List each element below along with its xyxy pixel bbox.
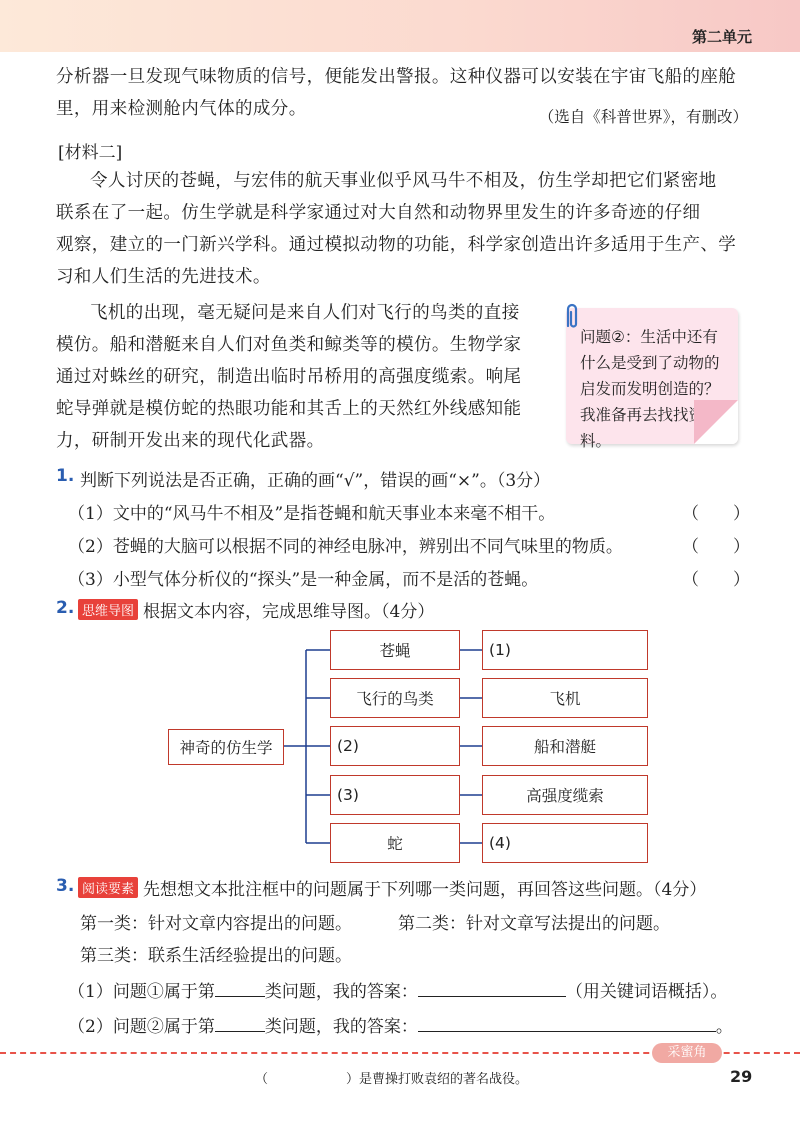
question-number: 1.: [56, 466, 75, 486]
sub-question-text: （用关键词语概括）。: [565, 982, 728, 1002]
sub-question-text: （1）问题①属于第: [68, 982, 215, 1002]
sub-question-text: 类问题，我的答案：: [264, 1017, 418, 1037]
question-item: （2）苍蝇的大脑可以根据不同的神经电脉冲，辨别出不同气味里的物质。: [68, 537, 623, 557]
answer-paren[interactable]: （ ）: [682, 537, 750, 557]
mindmap-answer-slot[interactable]: (3): [330, 775, 460, 815]
text-line: 联系在了一起。仿生学就是科学家通过对大自然和动物界里发生的许多奇迹的仔细: [56, 203, 701, 223]
type-description: 第三类：联系生活经验提出的问题。: [80, 946, 352, 966]
material-label: [材料二]: [58, 143, 123, 163]
mindmap-invention: 高强度缆索: [482, 775, 648, 815]
question-item: （3）小型气体分析仪的“探头”是一种金属，而不是活的苍蝇。: [68, 570, 539, 590]
mindmap-animal: 飞行的鸟类: [330, 678, 460, 718]
question-stem: [78, 875, 706, 900]
mindmap-answer-slot[interactable]: (4): [482, 823, 648, 863]
question-number: 3.: [56, 876, 75, 896]
page-number: 29: [730, 1067, 753, 1086]
question-item: （1）文中的“风马牛不相及”是指苍蝇和航天事业本来毫不相干。: [68, 504, 556, 524]
text-line: 蛇导弹就是模仿蛇的热眼功能和其舌上的天然红外线感知能: [56, 399, 522, 419]
text-line: 通过对蛛丝的研究，制造出临时吊桥用的高强度缆索。响尾: [56, 367, 522, 387]
reading-tag: 阅读要素: [78, 877, 138, 898]
text-line: 模仿。船和潜艇来自人们对鱼类和鲸类等的模仿。生物学家: [56, 335, 522, 355]
question-number: 2.: [56, 598, 75, 618]
mindmap-center: 神奇的仿生学: [168, 729, 284, 765]
text-line: 习和人们生活的先进技术。: [56, 267, 271, 287]
source-note: （选自《科普世界》，有删改）: [538, 108, 748, 126]
question-stem: 判断下列说法是否正确，正确的画“√”，错误的画“×”。（3分）: [80, 471, 551, 491]
answer-paren[interactable]: （ ）: [682, 570, 750, 590]
text-line: 飞机的出现，毫无疑问是来自人们对飞行的鸟类的直接: [90, 303, 520, 323]
footer-question: （ ）是曹操打败袁绍的著名战役。: [255, 1072, 529, 1087]
answer-blank[interactable]: [215, 996, 265, 997]
sub-question-2: [68, 1012, 733, 1037]
answer-blank[interactable]: [215, 1031, 265, 1032]
sub-question-text: （2）问题②属于第: [68, 1017, 215, 1037]
mindmap-answer-slot[interactable]: (2): [330, 726, 460, 766]
sub-question-text: 类问题，我的答案：: [264, 982, 418, 1002]
type-description: 第一类：针对文章内容提出的问题。: [80, 914, 352, 934]
question-stem-text: 先想想文本批注框中的问题属于下列哪一类问题，再回答这些问题。（4分）: [143, 880, 707, 900]
answer-blank[interactable]: [418, 996, 566, 997]
mindmap-animal: 蛇: [330, 823, 460, 863]
text-line: 令人讨厌的苍蝇，与宏伟的航天事业似乎风马牛不相及，仿生学却把它们紧密地: [90, 171, 717, 191]
unit-title: 第二单元: [691, 28, 752, 46]
answer-paren[interactable]: （ ）: [682, 504, 750, 524]
text-line: 力，研制开发出来的现代化武器。: [56, 431, 325, 451]
note-text: 问题②：生活中还有什么是受到了动物的启发而发明创造的？我准备再去找找资料。: [580, 328, 720, 450]
mindmap-invention: 飞机: [482, 678, 648, 718]
text-line: 里，用来检测舱内气体的成分。: [56, 99, 307, 119]
type-description: 第二类：针对文章写法提出的问题。: [398, 914, 670, 934]
mindmap-invention: 船和潜艇: [482, 726, 648, 766]
sub-question-text: 。: [715, 1017, 733, 1037]
question-stem-text: 根据文本内容，完成思维导图。（4分）: [143, 602, 435, 622]
mindmap-answer-slot[interactable]: (1): [482, 630, 648, 670]
mindmap-tag: 思维导图: [78, 599, 138, 620]
honey-corner-badge: 采蜜角: [652, 1043, 722, 1063]
sub-question-1: [68, 977, 727, 1002]
mindmap-animal: 苍蝇: [330, 630, 460, 670]
text-line: 观察，建立的一门新兴学科。通过模拟动物的功能，科学家创造出许多适用于生产、学: [56, 235, 737, 255]
answer-blank[interactable]: [418, 1031, 716, 1032]
text-line: 分析器一旦发现气味物质的信号，便能发出警报。这种仪器可以安装在宇宙飞船的座舱: [56, 67, 737, 87]
